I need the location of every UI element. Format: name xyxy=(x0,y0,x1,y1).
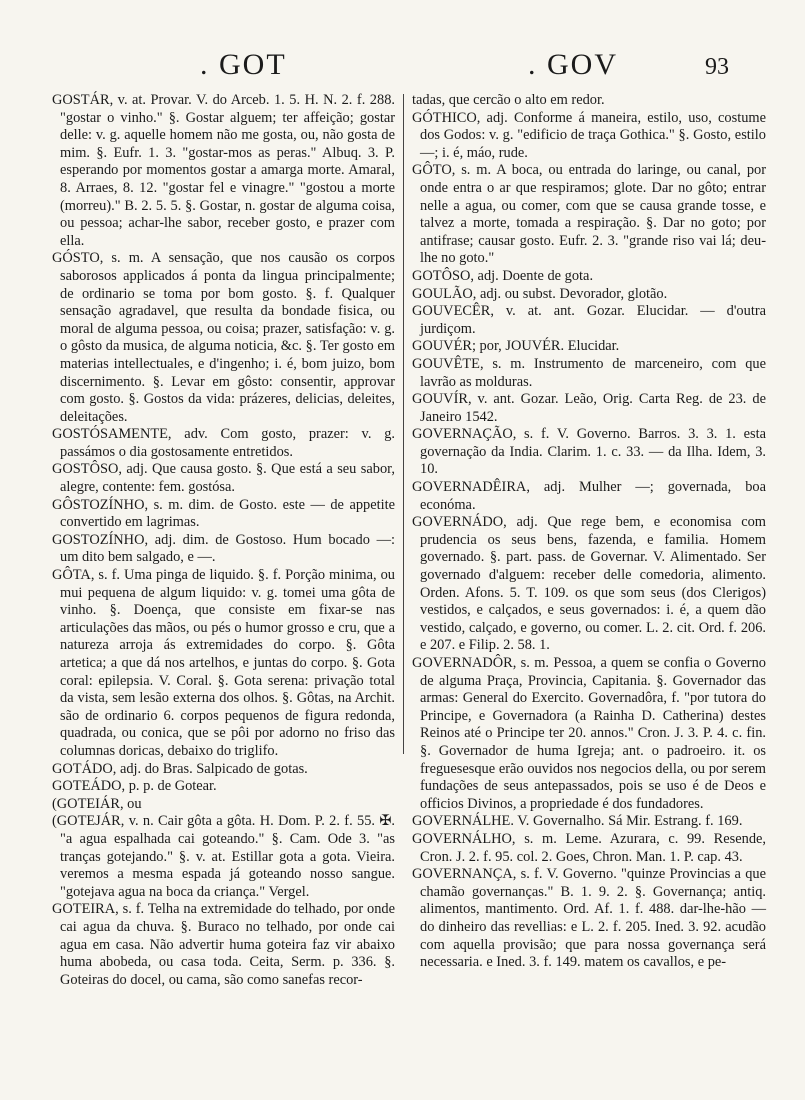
entry-gota: GÔTA, s. f. Uma pinga de liquido. §. f. Porção minima, ou mui pequena de algum liquido: v. g. tomei uma gôta de vinho. §. Doença, que consiste em fixar-se nas articulações das mãos, ou pés o humor grosso e cru, que a natureza arroja ás extremidades do corpo. §. Gôta artetica; a que dá nos artelhos, e juntas do corpo. §. Gota coral: epilepsia. V. Coral. §. Gota serena: privação total da vista, sem lesão externa dos olhos. §. Gôtas, na Archit. são de ordinario 6. corpos pequenos de figura redonda, quadrada, ou conica, que se pôi por adorno no friso das columnas doricas, debaixo do triglifo. xyxy=(52,567,395,759)
left-guide-word: . GOT xyxy=(200,48,287,81)
entry-goulao: GOULÃO, adj. ou subst. Devorador, glotão. xyxy=(412,285,668,302)
entry-gostar: GOSTÁR, v. at. Provar. V. do Arceb. 1. 5. H. N. 2. f. 288. "gostar o vinho." §. Gostar alguem; ter affeição; gostar delle: v. g. aquelle homem não me gosta, ou, não gosta de mim. §. Eufr. 1. 3. "gostar-mos as peras." Albuq. 3. P. esperando por momentos gostar a amarga morte. Amaral, 8. Arraes, 8. 12. "gostar fel e vinagre." "gostou a morte (morreu)." B. 2. 5. 5. §. Gostar, n. gostar de alguma coisa, ou pessoa; achar-lhe sabor, receber gosto, e prazer com ella. xyxy=(52,92,395,249)
entry-gouver: GOUVÉR; por, JOUVÉR. Elucidar. xyxy=(412,338,620,355)
entry-gosto: GÓSTO, s. m. A sensação, que nos causão os corpos saborosos applicados á ponta da lingua principalmente; de ordinario se toma por bom gosto. §. f. Qualquer sensação agradavel, que resulta da bondade fisica, ou moral de alguma pessoa, ou coisa; prazer, satisfação: v. g. o gôsto da musica, de alguma noticia, &c. §. Ter gosto em materias intellectuales, e d'ingenho; i. é, bom juizo, bom discernimento. §. Levar em gôsto: consentir, approvar com gosto. §. Gostos da vida: prázeres, delicias, deleites, deleitações. xyxy=(52,250,395,425)
right-column xyxy=(412,92,766,972)
entry-governador: GOVERNADÔR, s. m. Pessoa, a quem se confia o Governo de alguma Praça, Provincia, Capitania. §. Governador das armas: General do Exercito. Governadôra, f. "por tutora do Principe, e Governadora (a Rainha D. Catherina) destes Reinos até o Principe ter 20. annos." Cron. J. 3. P. 4. c. fin. §. Governador de huma Igreja; ant. o padroeiro. it. os freguesesque erão ouvidos nos negocios della, ou por serem fundações de seus antepassados, pois se uso é de Deos e officios Divinos, a propriedade é dos fundadores. xyxy=(412,655,766,812)
entry-gostoso: GOSTÔSO, adj. Que causa gosto. §. Que está a seu sabor, alegre, contente: fem. gostósa. xyxy=(52,461,395,496)
entry-gostosamente: GOSTÓSAMENTE, adv. Com gosto, prazer: v. g. passámos o dia gostosamente entretidos. xyxy=(52,426,395,460)
entry-governalhe: GOVERNÁLHE. V. Governalho. Sá Mir. Estrang. f. 169. xyxy=(412,813,743,830)
entry-governadeira: GOVERNADÊIRA, adj. Mulher —; governada, boa económa. xyxy=(412,479,766,513)
entry-gotejar: (GOTEJÁR, v. n. Cair gôta a gôta. H. Dom. P. 2. f. 55. ✠. "a agua espalhada cai goteando." §. Cam. Ode 3. "as tranças gotejando." §. v. at. Estillar gota a gota. Vieira. veremos a mesma espada já goteando nosso sangue. "gotejava agua na boca da criança." Vergel. xyxy=(52,813,395,900)
entry-gouvecer: GOUVECÊR, v. at. ant. Gozar. Elucidar. — d'outra jurdiçom. xyxy=(412,303,766,337)
entry-gouvete: GOUVÊTE, s. m. Instrumento de marceneiro, com que lavrão as molduras. xyxy=(412,355,766,390)
page-header xyxy=(0,40,805,90)
column-divider xyxy=(403,94,404,754)
left-column xyxy=(52,92,395,989)
entry-gouvir: GOUVÍR, v. ant. Gozar. Leão, Orig. Carta Reg. de 23. de Janeiro 1542. xyxy=(412,391,766,425)
entry-gothico: GÓTHICO, adj. Conforme á maneira, estilo, uso, costume dos Godos: v. g. "edificio de traça Gothica." §. Gosto, estilo —; i. é, máo, rude. xyxy=(412,109,766,161)
entry-gotado: GOTÁDO, adj. do Bras. Salpicado de gotas. xyxy=(52,760,308,777)
entry-governalho: GOVERNÁLHO, s. m. Leme. Azurara, c. 99. Resende, Cron. J. 2. f. 95. col. 2. Goes, Chron. Man. 1. P. cap. 43. xyxy=(412,830,766,865)
entry-governado: GOVERNÁDO, adj. Que rege bem, e economisa com prudencia os seus bens, fazenda, e familia. Homem governado. §. part. pass. de Governar. V. Alimentado. Ser governado d'alguem: receber delle comedoria, alimento. Orden. Afons. 5. T. 109. os que som seus (dos Clerigos) vestidos, e calçados, e seus governados: i. é, a quem dão vestido, calçado, e governo, ou comer. L. 2. cit. Ord. f. 206. e 207. e Filip. 2. 58. 1. xyxy=(412,514,766,654)
entry-goteira: GOTEIRA, s. f. Telha na extremidade do telhado, por onde cai agua da chuva. §. Buraco no telhado, por onde cai agua em casa. Não advertir huma goteira faz vir abaixo huma abobeda, ou casa toda. Ceita, Serm. p. 336. §. Goteiras do docel, ou cama, são como sanefas recor- xyxy=(52,901,395,988)
page-number: 93 xyxy=(705,54,729,80)
entry-governacao: GOVERNAÇÃO, s. f. V. Governo. Barros. 3. 3. 1. esta governação da India. Clarim. 1. c. 33. — da Ilha. Idem, 3. 10. xyxy=(412,426,766,478)
entry-gostozinho-adj: GOSTOZÍNHO, adj. dim. de Gostoso. Hum bocado —: um dito bem salgado, e —. xyxy=(52,531,395,566)
entry-goto: GÔTO, s. m. A boca, ou entrada do laringe, ou canal, por onde entra o ar que respiramos; glote. Dar no gôto; entrar nelle a agua, ou comer, com que se causa grande tosse, e talvez a morte, tomada a respiração. §. Dar no goto; por antifrase; causar gosto. Eufr. 2. 3. "grande riso vai lá; deu-lhe no goto." xyxy=(412,162,766,267)
entry-governanca: GOVERNANÇA, s. f. V. Governo. "quinze Provincias a que chamão governanças." B. 1. 9. 2. §. Governança; antiq. alimentos, mantimento. Ord. Af. 1. f. 488. dar-lhe-hão — do dinheiro das revellias: e L. 2. f. 205. Ined. 3. 92. acudão com aquella provisão; que para nossa governança será necessaria. e Ined. 3. f. 149. matem os cavallos, e pe- xyxy=(412,866,766,971)
entry-goteado: GOTEÁDO, p. p. de Gotear. xyxy=(52,778,217,795)
entry-goteiar: (GOTEIÁR, ou xyxy=(52,795,142,812)
entry-gotoso: GOTÔSO, adj. Doente de gota. xyxy=(412,267,594,284)
right-guide-word: . GOV xyxy=(528,48,618,81)
entry-continuation: tadas, que cercão o alto em redor. xyxy=(412,92,605,108)
entry-gostozinho-noun: GÔSTOZÍNHO, s. m. dim. de Gosto. este — de appetite convertido em lagrimas. xyxy=(52,496,395,531)
